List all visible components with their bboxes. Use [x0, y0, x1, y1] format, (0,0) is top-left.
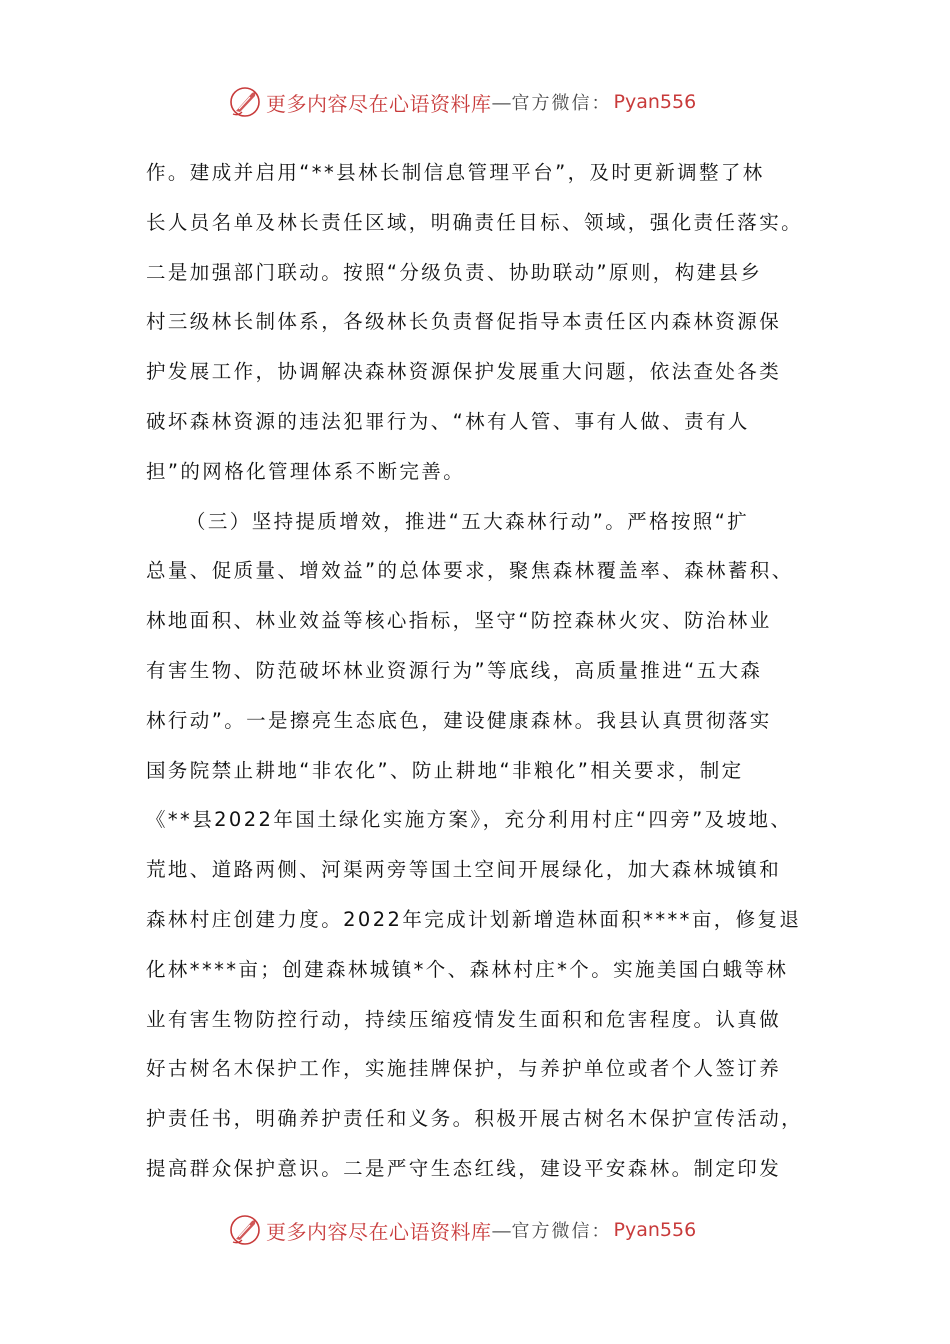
paragraph-start-line: （三）坚持提质增效，推进“五大森林行动”。严格按照“扩 — [186, 509, 750, 533]
text-line: 护发展工作，协调解决森林资源保护发展重大问题，依法查处各类 — [146, 360, 782, 384]
text-line: 担”的网格化管理体系不断完善。 — [146, 459, 466, 483]
text-line: 《**县2022年国土绿化实施方案》，充分利用村庄“四旁”及坡地、 — [146, 808, 793, 832]
text-line: 村三级林长制体系，各级林长负责督促指导本责任区内森林资源保 — [146, 310, 782, 334]
text-line: 化林****亩；创建森林城镇*个、森林村庄*个。实施美国白蛾等林 — [146, 957, 789, 981]
text-line: 有害生物、防范破坏林业资源行为”等底线，高质量推进“五大森 — [146, 658, 763, 682]
watermark-wechat-id: Pyan556 — [613, 1219, 697, 1241]
text-line: 森林村庄创建力度。2022年完成计划新增造林面积****亩，修复退 — [146, 907, 802, 931]
text-line: 林地面积、林业效益等核心指标，坚守“防控森林火灾、防治林业 — [146, 609, 772, 633]
watermark-label: 官方微信： — [511, 93, 612, 114]
text-line: 国务院禁止耕地“非农化”、防止耕地“非粮化”相关要求，制定 — [146, 758, 744, 782]
watermark-separator: — — [491, 1218, 512, 1242]
footer-watermark — [228, 1212, 696, 1248]
watermark-brand-text: 更多内容尽在心语资料库 — [266, 1219, 492, 1244]
watermark-wechat-id: Pyan556 — [613, 91, 697, 113]
text-line: 作。建成并启用“**县林长制信息管理平台”，及时更新调整了林 — [146, 161, 765, 184]
text-line: 护责任书，明确养护责任和义务。积极开展古树名木保护宣传活动， — [146, 1107, 804, 1131]
text-line: 好古树名木保护工作，实施挂牌保护，与养护单位或者个人签订养 — [146, 1057, 782, 1081]
text-line: 业有害生物防控行动，持续压缩疫情发生面积和危害程度。认真做 — [146, 1007, 782, 1031]
text-line: 提高群众保护意识。二是严守生态红线，建设平安森林。制定印发 — [146, 1156, 782, 1180]
watermark-brand-text: 更多内容尽在心语资料库 — [266, 91, 492, 116]
text-line: 破坏森林资源的违法犯罪行为、“林有人管、事有人做、责有人 — [146, 409, 750, 433]
text-line: 总量、促质量、增效益”的总体要求，聚焦森林覆盖率、森林蓄积、 — [146, 559, 794, 583]
text-line: 林行动”。一是擦亮生态底色，建设健康森林。我县认真贯彻落实 — [146, 708, 772, 732]
watermark-separator: — — [491, 90, 512, 114]
document-body — [146, 148, 826, 1194]
watermark-label: 官方微信： — [511, 1221, 612, 1242]
quill-logo-icon — [228, 85, 262, 119]
text-line: 二是加强部门联动。按照“分级负责、协助联动”原则，构建县乡 — [146, 260, 763, 284]
quill-logo-icon — [228, 1213, 262, 1247]
header-watermark — [228, 84, 696, 120]
text-line: 长人员名单及林长责任区域，明确责任目标、领域，强化责任落实。 — [146, 210, 804, 234]
text-line: 荒地、道路两侧、河渠两旁等国土空间开展绿化，加大森林城镇和 — [146, 858, 782, 882]
